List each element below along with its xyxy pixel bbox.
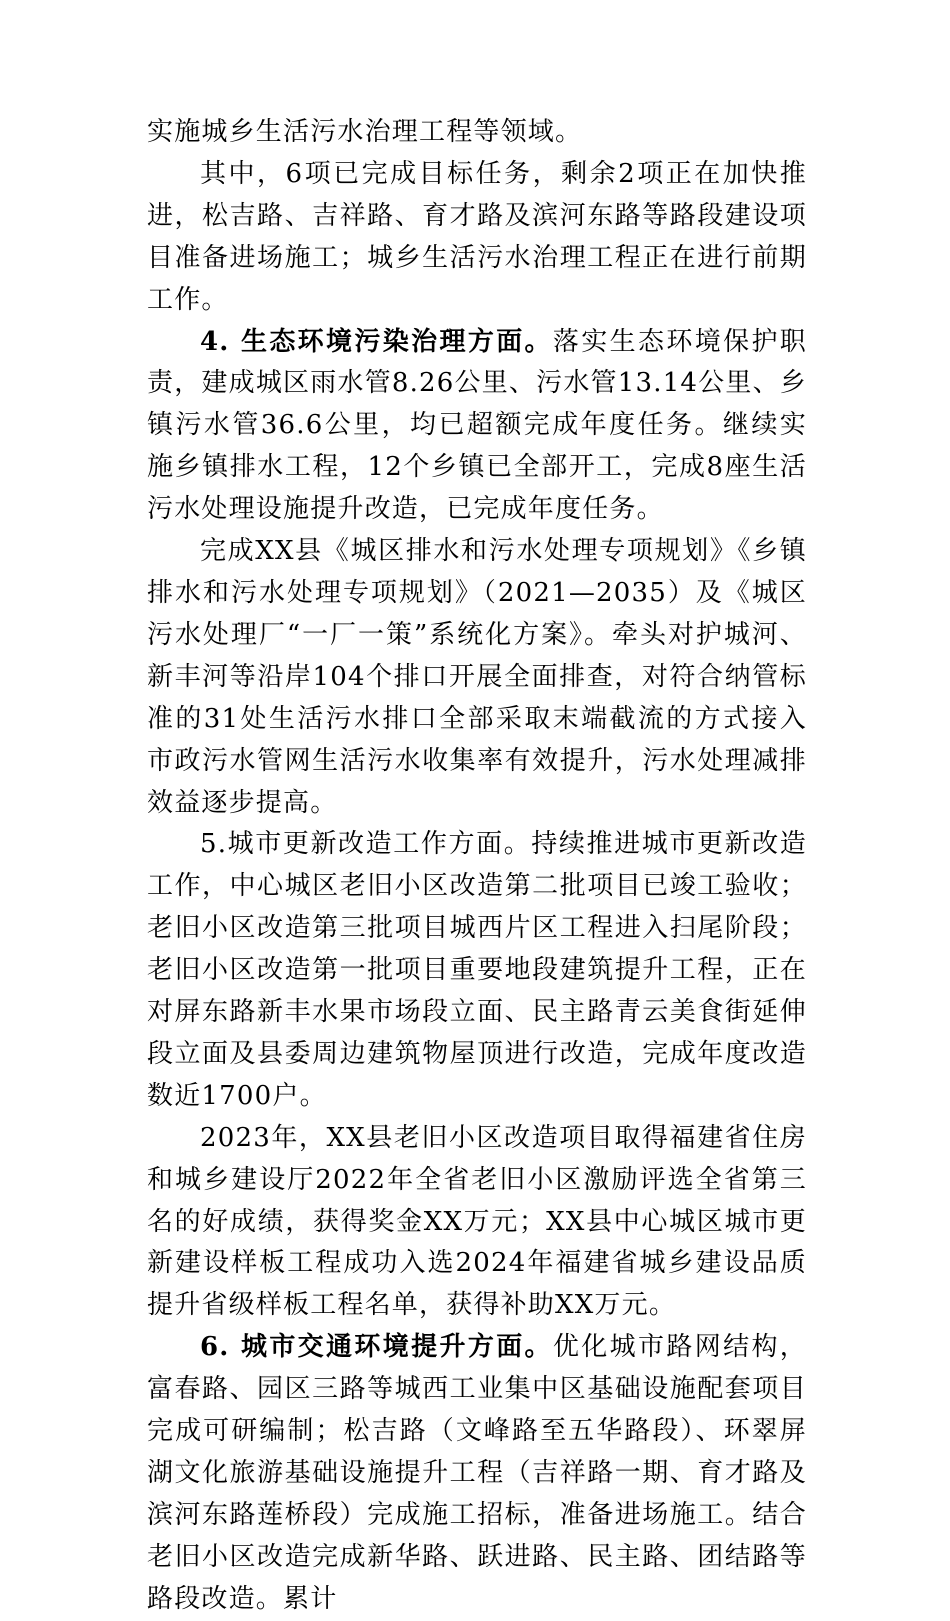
section-4-heading: 4. 生态环境污染治理方面。 [200,326,553,357]
paragraph-4-text: 完成XX县《城区排水和污水处理专项规划》《乡镇排水和污水处理专项规划》（2021—2035）及《城区污水处理厂“一厂一策”系统化方案》。牵头对护城河、新丰河等沿岸104个排口开展全面排查，对符合纳管标准的31处生活污水排口全部采取末端截流的方式接入市政污水管网生活污水收集率有效提升，污水处理减排效益逐步提高。 [147,536,807,818]
paragraph-5 [147,824,807,1117]
paragraph-3 [147,322,807,532]
paragraph-5-text: 5.城市更新改造工作方面。持续推进城市更新改造工作，中心城区老旧小区改造第二批项目已竣工验收；老旧小区改造第三批项目城西片区工程进入扫尾阶段；老旧小区改造第一批项目重要地段建筑提升工程，正在对屏东路新丰水果市场段立面、民主路青云美食街延伸段立面及县委周边建筑物屋顶进行改造，完成年度改造数近1700户。 [147,829,807,1111]
paragraph-7 [147,1327,807,1620]
paragraph-1-text: 实施城乡生活污水治理工程等领域。 [147,117,583,147]
paragraph-7-text: 优化城市路网结构，富春路、园区三路等城西工业集中区基础设施配套项目完成可研编制；松吉路（文峰路至五华路段）、环翠屏湖文化旅游基础设施提升工程（吉祥路一期、育才路及滨河东路莲桥段）完成施工招标，准备进场施工。结合老旧小区改造完成新华路、跃进路、民主路、团结路等路段改造。累计 [147,1332,807,1614]
paragraph-2-text: 其中，6项已完成目标任务，剩余2项正在加快推进，松吉路、吉祥路、育才路及滨河东路等路段建设项目准备进场施工；城乡生活污水治理工程正在进行前期工作。 [147,158,807,315]
document-page [147,112,807,1621]
paragraph-4 [147,531,807,824]
paragraph-2 [147,154,807,322]
paragraph-3-text: 落实生态环境保护职责，建成城区雨水管8.26公里、污水管13.14公里、乡镇污水管36.6公里，均已超额完成年度任务。继续实施乡镇排水工程，12个乡镇已全部开工，完成8座生活污水处理设施提升改造，已完成年度任务。 [147,326,807,525]
paragraph-6 [147,1118,807,1328]
paragraph-1 [147,112,807,154]
paragraph-6-text: 2023年，XX县老旧小区改造项目取得福建省住房和城乡建设厅2022年全省老旧小区激励评选全省第三名的好成绩，获得奖金XX万元；XX县中心城区城市更新建设样板工程成功入选2024年福建省城乡建设品质提升省级样板工程名单，获得补助XX万元。 [147,1122,807,1321]
section-6-heading: 6. 城市交通环境提升方面。 [200,1332,553,1363]
